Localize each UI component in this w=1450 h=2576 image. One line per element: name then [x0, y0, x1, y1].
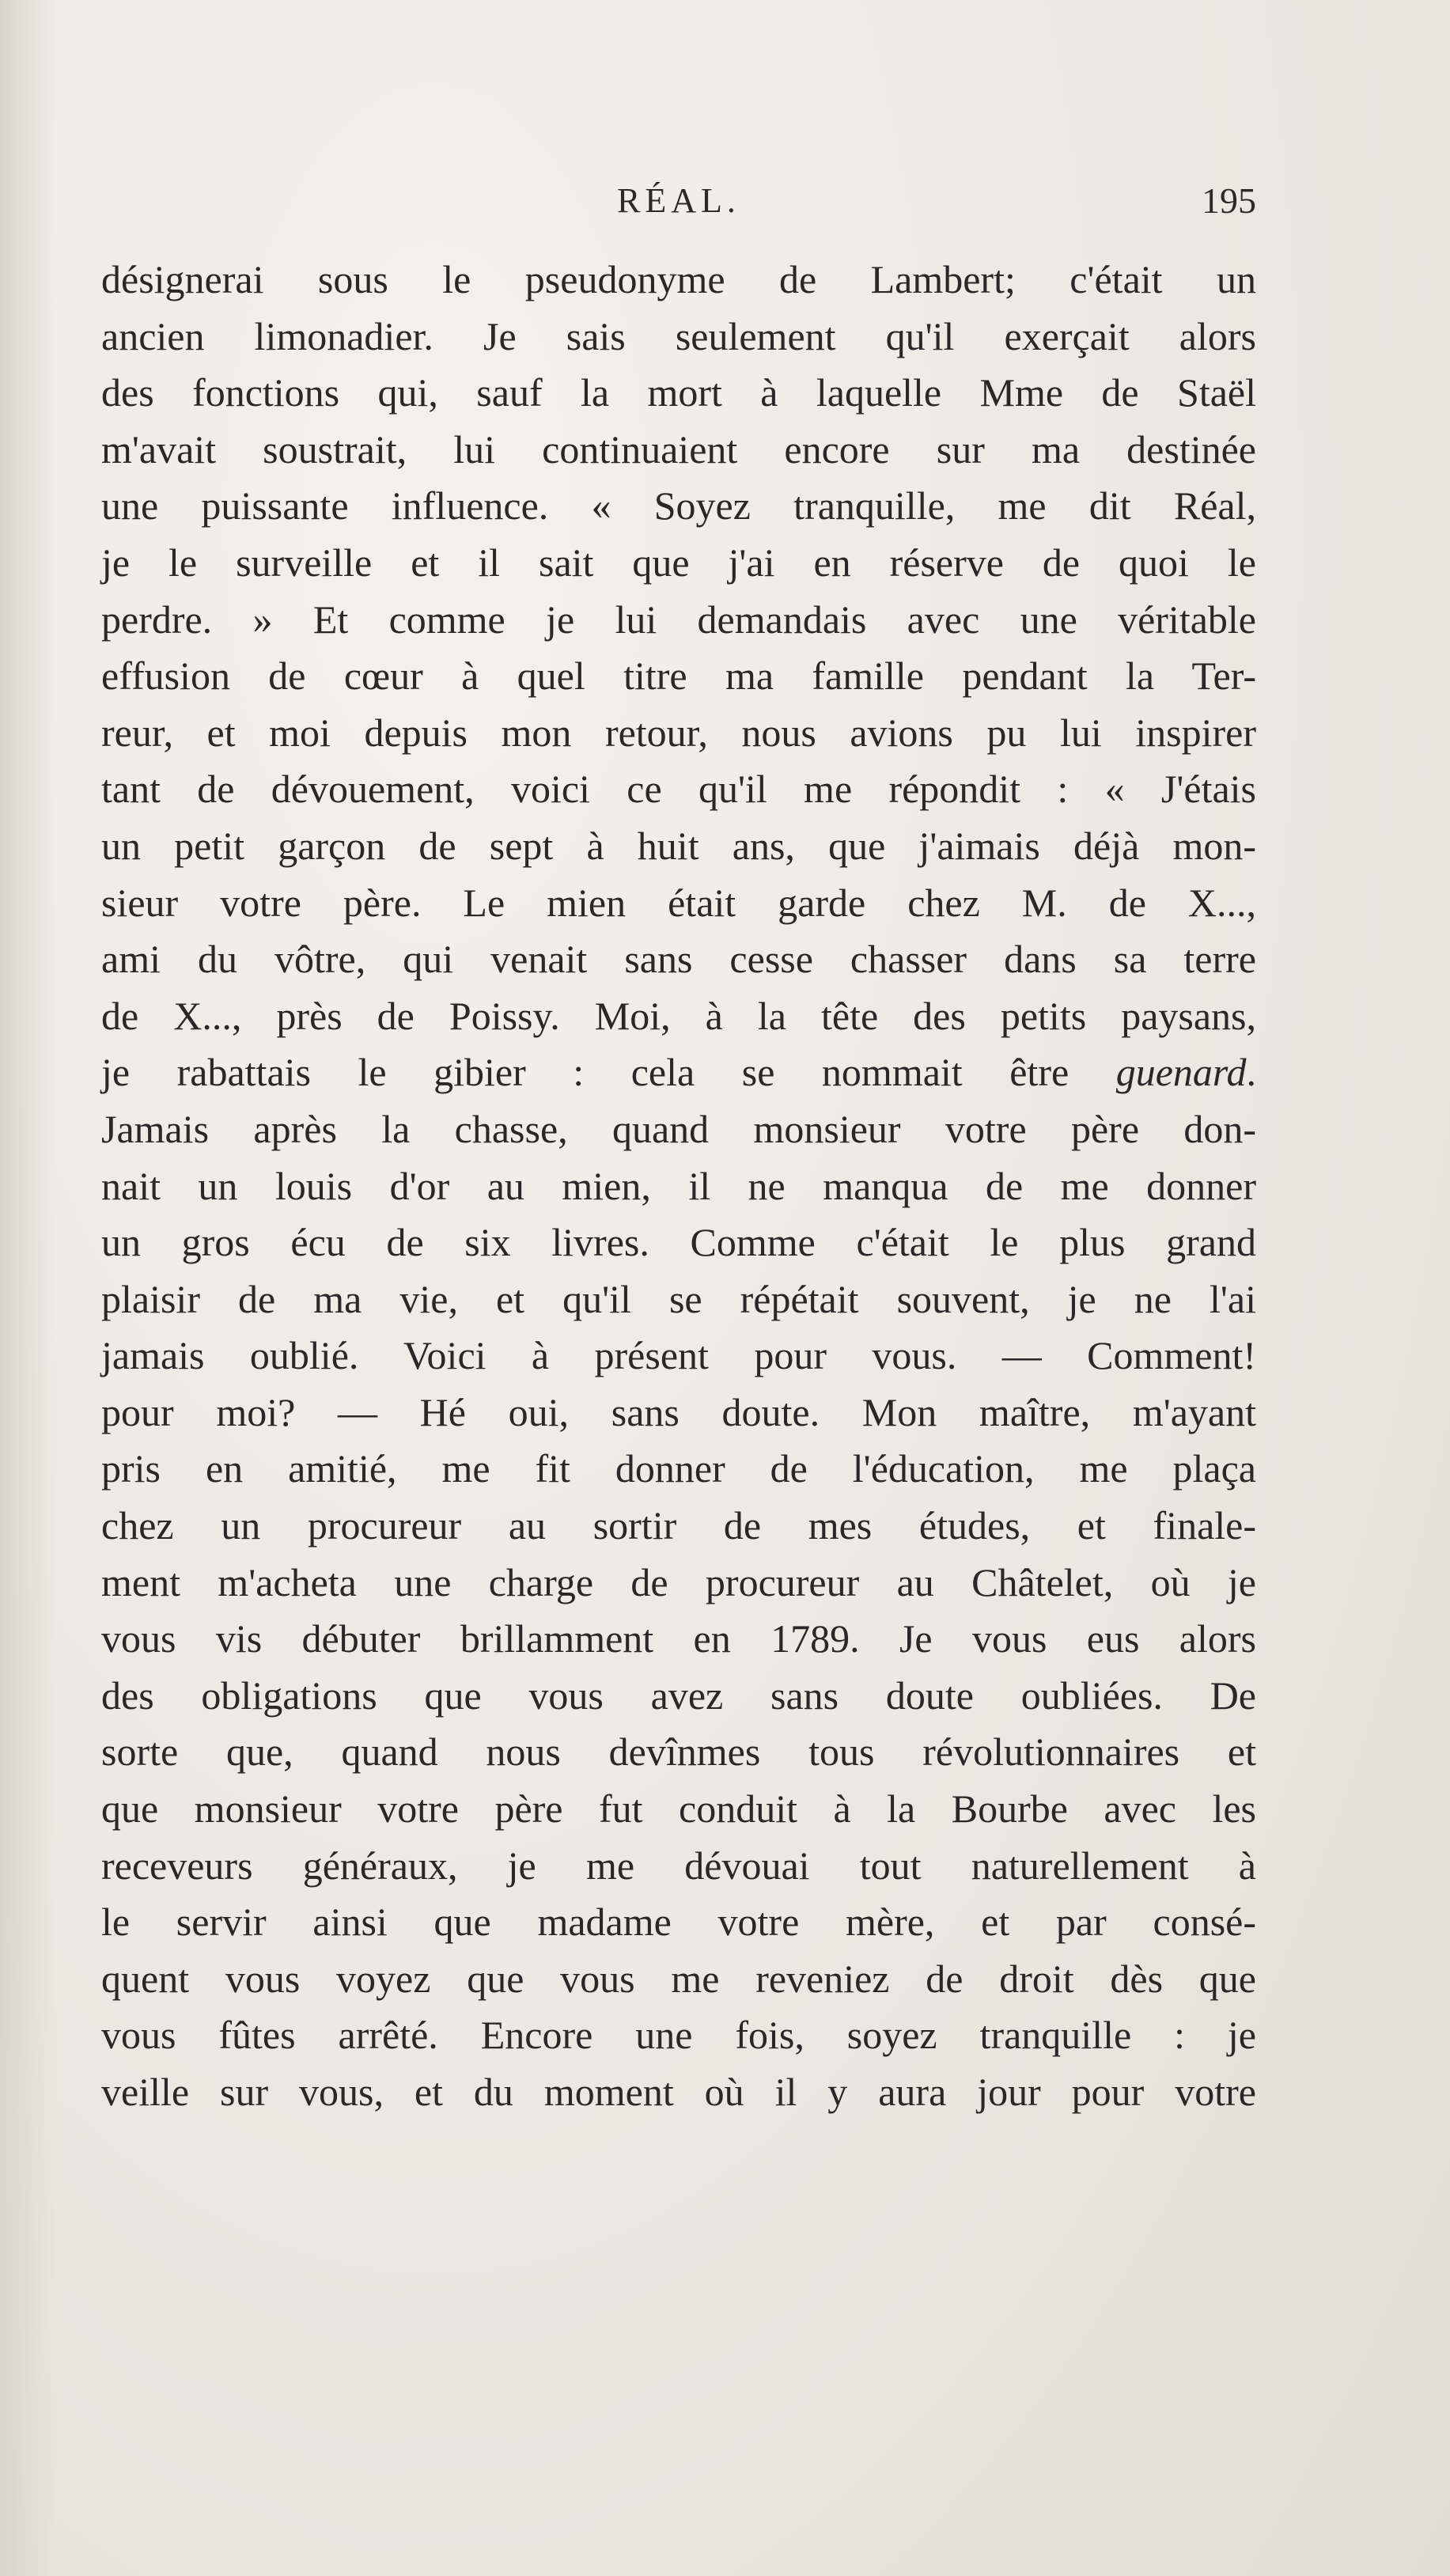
text-line: je le surveille et il sait que j'ai en réserve de quoi le [101, 540, 1256, 585]
text-line: ami du vôtre, qui venait sans cesse chasser dans sa terre [101, 937, 1256, 982]
text-line: une puissante influence. « Soyez tranquille, me dit Réal, [101, 483, 1256, 528]
text-line: des obligations que vous avez sans doute oubliées. De [101, 1673, 1256, 1718]
text-line: perdre. » Et comme je lui demandais avec une véritable [101, 597, 1256, 642]
text-line: que monsieur votre père fut conduit à la Bourbe avec les [101, 1786, 1256, 1832]
page-number: 195 [1202, 180, 1256, 221]
text-line: de X..., près de Poissy. Moi, à la tête des petits paysans, [101, 993, 1256, 1038]
text-line: Jamais après la chasse, quand monsieur votre père don- [101, 1106, 1256, 1151]
gutter-shadow [0, 0, 55, 2576]
text-line: jamais oublié. Voici à présent pour vous. — Comment! [101, 1333, 1256, 1378]
text-line: sieur votre père. Le mien était garde chez M. de X..., [101, 880, 1256, 925]
text-line: ancien limonadier. Je sais seulement qu'il exerçait alors [101, 313, 1256, 358]
text-line: pris en amitié, me fit donner de l'éducation, me plaça [101, 1446, 1256, 1491]
text-line: pour moi? — Hé oui, sans doute. Mon maître, m'ayant [101, 1389, 1256, 1434]
text-line: tant de dévouement, voici ce qu'il me répondit : « J'étais [101, 767, 1256, 812]
text-line: vous fûtes arrêté. Encore une fois, soyez tranquille : je [101, 2013, 1256, 2058]
text-line: sorte que, quand nous devînmes tous révolutionnaires et [101, 1729, 1256, 1775]
text-line: un gros écu de six livres. Comme c'était le plus grand [101, 1220, 1256, 1265]
text-line: le servir ainsi que madame votre mère, et par consé- [101, 1900, 1256, 1945]
text-line: plaisir de ma vie, et qu'il se répétait souvent, je ne l'ai [101, 1276, 1256, 1321]
text-line: veille sur vous, et du moment où il y aura jour pour votre [101, 2070, 1256, 2114]
text-line: je rabattais le gibier : cela se nommait être guenard. [101, 1050, 1256, 1095]
text-line: receveurs généraux, je me dévouai tout naturellement à [101, 1843, 1256, 1888]
text-line: reur, et moi depuis mon retour, nous avions pu lui inspirer [101, 710, 1256, 755]
text-line: chez un procureur au sortir de mes études, et finale- [101, 1503, 1256, 1548]
text-line: effusion de cœur à quel titre ma famille pendant la Ter- [101, 653, 1256, 699]
italic-word: guenard [1115, 1050, 1247, 1095]
text-line: vous vis débuter brillamment en 1789. Je vous eus alors [101, 1616, 1256, 1661]
running-head [101, 176, 1256, 226]
body-text [101, 252, 1256, 2121]
text-line: un petit garçon de sept à huit ans, que j'aimais déjà mon- [101, 823, 1256, 868]
text-line: nait un louis d'or au mien, il ne manqua de me donner [101, 1163, 1256, 1208]
text-line: désignerai sous le pseudonyme de Lambert; c'était un [101, 257, 1256, 301]
text-line: ment m'acheta une charge de procureur au Châtelet, où je [101, 1559, 1256, 1604]
text-line: quent vous voyez que vous me reveniez de droit dès que [101, 1956, 1256, 2001]
running-title: RÉAL. [617, 181, 740, 220]
text-line: m'avait soustrait, lui continuaient encore sur ma destinée [101, 426, 1256, 472]
text-line: des fonctions qui, sauf la mort à laquelle Mme de Staël [101, 370, 1256, 415]
